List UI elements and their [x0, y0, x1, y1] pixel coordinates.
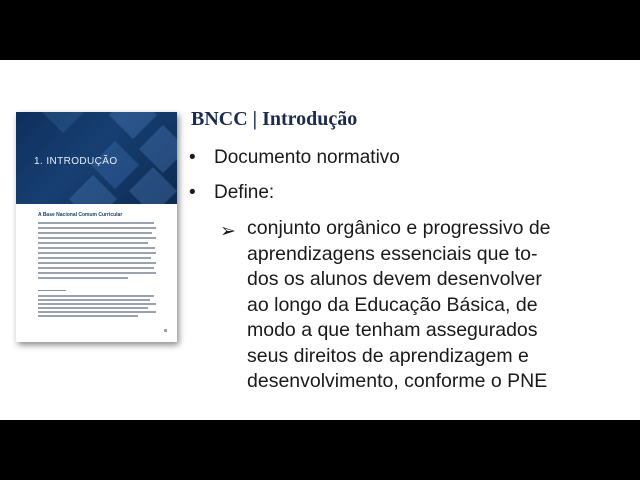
- document-footnote-line: [38, 307, 148, 309]
- sub-bullet-line: seus direitos de aprendizagem e: [247, 344, 529, 367]
- bullet-marker: •: [189, 182, 196, 203]
- document-text-line: [38, 232, 152, 234]
- document-footnote-line: [38, 295, 154, 297]
- document-text-line: [38, 272, 156, 274]
- cover-cube-shape: [109, 112, 157, 139]
- document-footnote-line: [38, 303, 156, 305]
- sub-bullet-line: aprendizagens essenciais que to-: [247, 242, 538, 265]
- cover-cube-shape: [129, 167, 177, 204]
- document-footnote-rule: [38, 290, 66, 291]
- slide: [0, 60, 640, 420]
- document-text-line: [38, 222, 154, 224]
- sub-bullet-line: ao longo da Educação Básica, de: [247, 293, 538, 316]
- document-text-line: [38, 252, 156, 254]
- bullet-marker: •: [189, 147, 196, 168]
- document-text-line: [38, 237, 156, 239]
- sub-bullet-line: conjunto orgânico e progressivo de: [247, 217, 551, 239]
- document-text-line: [38, 247, 155, 249]
- document-text-line: [38, 262, 156, 264]
- document-chapter-title: 1. INTRODUÇÃO: [34, 156, 118, 167]
- document-footnote-line: [38, 311, 156, 313]
- arrow-bullet-icon: ➢: [220, 221, 236, 242]
- document-thumbnail: [16, 112, 177, 342]
- document-cover: [16, 112, 177, 204]
- document-text-line: [38, 257, 151, 259]
- sub-bullet-line: modo a que tenham assegurados: [247, 319, 538, 341]
- document-text-line: [38, 277, 128, 279]
- document-text-line: [38, 227, 156, 229]
- bullet-text: Define:: [214, 182, 275, 203]
- sub-bullet-text: [247, 216, 607, 395]
- document-section-heading: A Base Nacional Comum Curricular: [38, 212, 123, 218]
- sub-bullet-line: desenvolvimento, conforme o PNE: [247, 370, 548, 392]
- cover-cube-shape: [139, 125, 177, 173]
- document-footnote-line: [38, 315, 138, 317]
- bullet-text: Documento normativo: [214, 147, 400, 168]
- document-text-line: [38, 242, 148, 244]
- slide-title: BNCC | Introdução: [191, 108, 358, 130]
- cover-cube-shape: [39, 112, 87, 133]
- document-page-number: [164, 329, 167, 332]
- bullet-item: [189, 147, 400, 169]
- sub-bullet-line: dos os alunos devem desenvolver: [247, 268, 542, 290]
- bullet-item: [189, 182, 274, 204]
- document-text-line: [38, 267, 154, 269]
- document-footnote-line: [38, 299, 150, 301]
